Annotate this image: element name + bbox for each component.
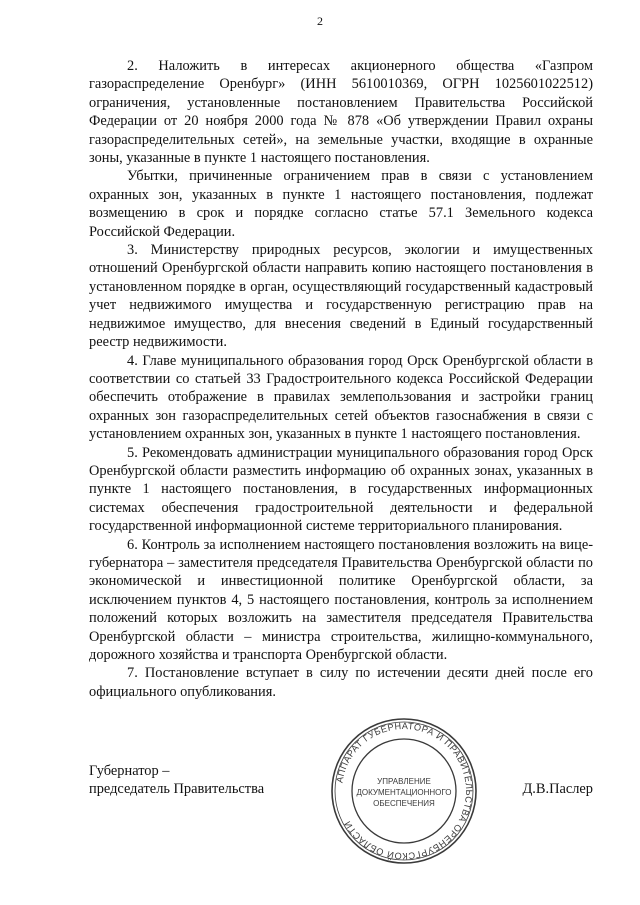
paragraph-5: 5. Рекомендовать администрации муниципального образования город Орск Оренбургской области разместить информацию об охранных зонах, указанных в пункте 1 настоящего постановления, в государственных информационных системах обеспечения градостроительной деятельности и федеральной государственной информационной системе территориального планирования. bbox=[89, 444, 593, 535]
paragraph-2: 2. Наложить в интересах акционерного общества «Газпром газораспределение Оренбург» (ИНН 5610010369, ОГРН 1025601022512) ограничения, установленные постановлением Правительства Российской Федерации от 20 ноября 2000 года № 878 «Об утверждении Правил охраны газораспределительных сетей», на земельные участки, входящие в охранные зоны, указанные в пункте 1 настоящего постановления. bbox=[89, 58, 593, 167]
document-body bbox=[89, 57, 593, 701]
stamp-center-line-2: ДОКУМЕНТАЦИОННОГО bbox=[356, 788, 452, 797]
signer-position-line-2: председатель Правительства bbox=[89, 781, 265, 798]
stamp-center-line-3: ОБЕСПЕЧЕНИЯ bbox=[373, 799, 435, 808]
paragraph-6: 6. Контроль за исполнением настоящего постановления возложить на вице-губернатора – заместителя председателя Правительства Оренбургской области по экономической и инвестиционной политике Оренбургской области, за исключением пунктов 4, 5 настоящего постановления, контроль за исполнением положений которых возложить на заместителя председателя Правительства Оренбургской области – министра строительства, жилищно-коммунального, дорожного хозяйства и транспорта Оренбургской области. bbox=[89, 536, 593, 663]
stamp-ring-text: АППАРАТ ГУБЕРНАТОРА И ПРАВИТЕЛЬСТВА ОРЕНБУРГСКОЙ ОБЛАСТИ bbox=[334, 720, 475, 862]
page-number: 2 bbox=[317, 14, 323, 28]
signer-name: Д.В.Паслер bbox=[522, 781, 593, 798]
signer-position bbox=[89, 762, 264, 799]
stamp-center-line-1: УПРАВЛЕНИЕ bbox=[377, 777, 431, 786]
paragraph-4: 4. Главе муниципального образования город Орск Оренбургской области в соответствии со статьей 33 Градостроительного кодекса Российской Федерации обеспечить отображение в правилах землепользования и застройки границ охранных зон газораспределительных сетей объектов газоснабжения в связи с установлением охранных зон, указанных в пункте 1 настоящего постановления. bbox=[89, 352, 593, 443]
paragraph-compensation: Убытки, причиненные ограничением прав в связи с установлением охранных зон, указанных в пункте 1 настоящего постановления, подлежат возмещению в срок и порядке согласно статье 57.1 Земельного кодекса Российской Федерации. bbox=[89, 168, 593, 240]
paragraph-3: 3. Министерству природных ресурсов, экологии и имущественных отношений Оренбургской области направить копию настоящего постановления в установленном порядке в орган, осуществляющий государственный кадастровый учет недвижимого имущества и государственную регистрацию прав на недвижимое имущество, для внесения сведений в Единый государственный реестр недвижимости. bbox=[89, 242, 593, 351]
paragraph-7: 7. Постановление вступает в силу по истечении десяти дней после его официального опубликования. bbox=[89, 665, 593, 700]
official-stamp bbox=[329, 716, 479, 866]
signer-position-line-1: Губернатор – bbox=[89, 763, 170, 779]
